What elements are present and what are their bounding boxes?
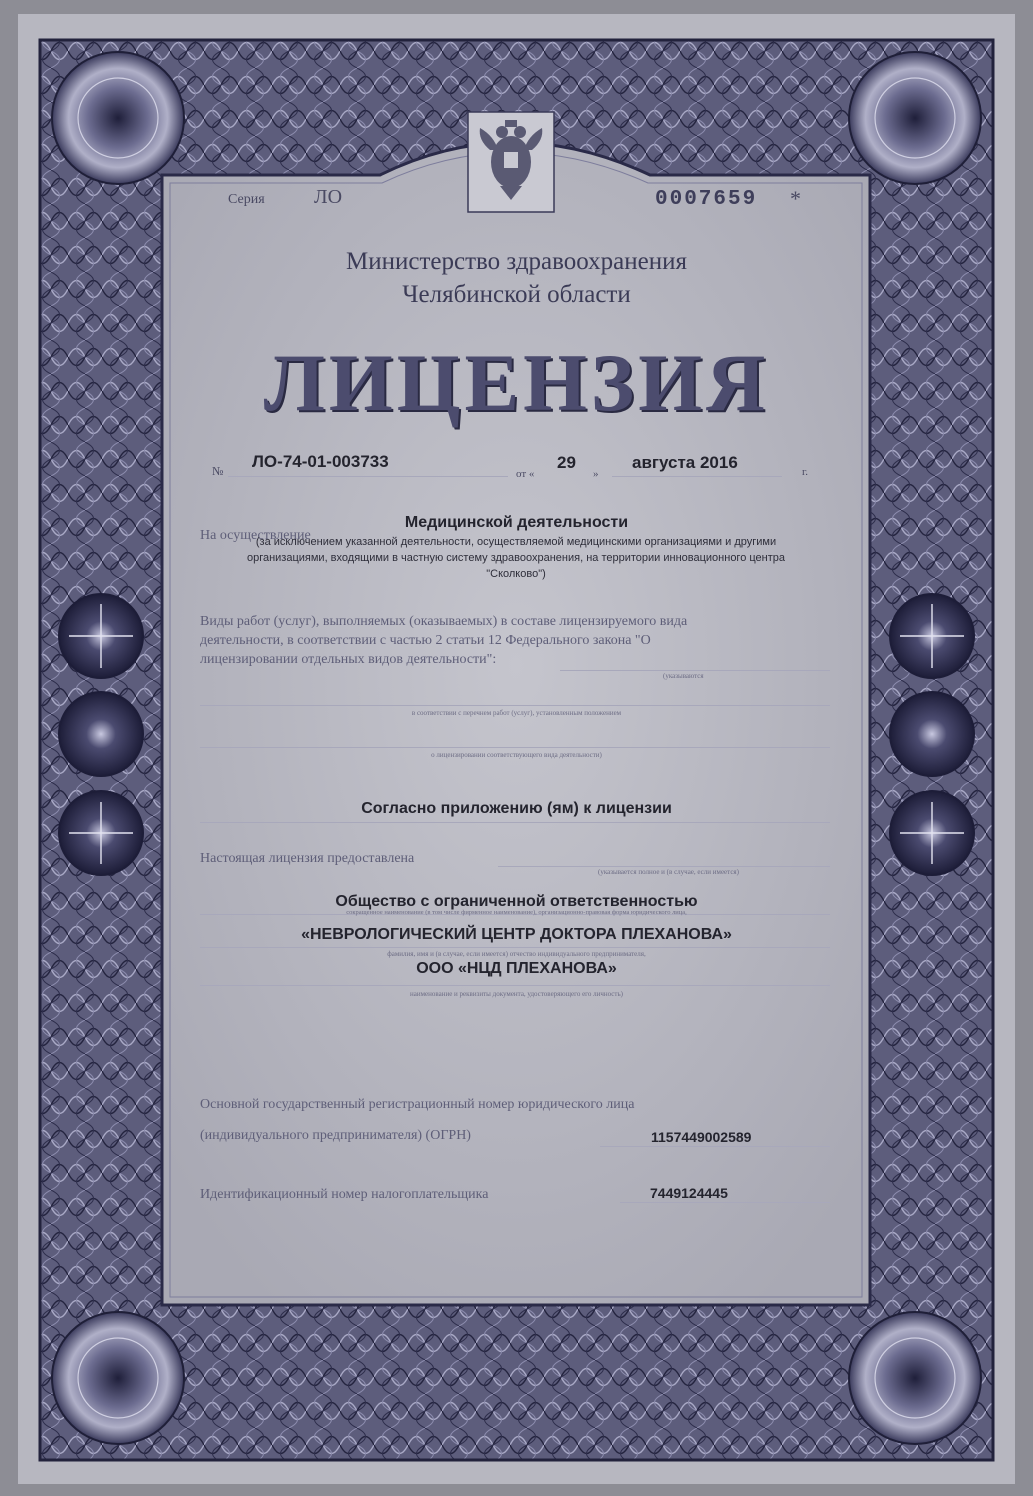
works-note-3: о лицензировании соответствующего вида деятельности): [431, 751, 602, 759]
holder-line-3: ООО «НЦД ПЛЕХАНОВА»: [416, 960, 617, 977]
ogrn-label-line-1: Основной государственный регистрационный номер юридического лица: [200, 1097, 635, 1112]
activity-line-2: организациями, входящими в частную систему здравоохранения, на территории инновационного центра: [246, 552, 786, 564]
license-no-label: №: [212, 464, 224, 478]
activity-line-1: (за исключением указанной деятельности, осуществляемой медицинскими организациями и другими: [255, 536, 777, 548]
license-day: 29: [557, 453, 576, 472]
works-value: Согласно приложению (ям) к лицензии: [361, 800, 672, 817]
issuer-line-2: Челябинской области: [402, 281, 631, 308]
document-number-mark: *: [790, 186, 801, 211]
holder-note-3: фамилия, имя и (в случае, если имеется) отчество индивидуального предпринимателя,: [387, 950, 646, 958]
activity-label: На осуществление: [200, 528, 311, 543]
works-line-1: Виды работ (услуг), выполняемых (оказываемых) в составе лицензируемого вида: [200, 614, 688, 629]
holder-line-1: Общество с ограниченной ответственностью: [335, 893, 698, 910]
license-month-year: августа 2016: [632, 453, 738, 472]
document-title: ЛИЦЕНЗИЯ: [263, 337, 770, 428]
holder-note-2: сокращенное наименование (в том числе фирменное наименование), организационно-правовая форма юридического лица,: [346, 909, 687, 916]
holder-line-2: «НЕВРОЛОГИЧЕСКИЙ ЦЕНТР ДОКТОРА ПЛЕХАНОВА»: [301, 926, 732, 943]
activity-line-3: "Сколково"): [486, 568, 546, 580]
holder-note-1: (указывается полное и (в случае, если имеется): [598, 868, 739, 876]
issuer-line-1: Министерство здравоохранения: [346, 248, 687, 275]
ogrn-value: 1157449002589: [651, 1129, 752, 1145]
works-note-1: (указываются: [663, 672, 704, 680]
ogrn-label-line-2: (индивидуального предпринимателя) (ОГРН): [200, 1128, 471, 1143]
document-number: 0007659: [655, 188, 758, 211]
works-note-2: в соответствии с перечнем работ (услуг), установленным положением: [411, 709, 622, 717]
series-value: ЛО: [314, 186, 343, 208]
license-quote-close: »: [593, 468, 599, 480]
activity-title: Медицинской деятельности: [404, 514, 629, 531]
inn-label: Идентификационный номер налогоплательщика: [200, 1187, 489, 1202]
works-line-3: лицензировании отдельных видов деятельности":: [200, 652, 497, 667]
works-line-2: деятельности, в соответствии с частью 2 статьи 12 Федерального закона "О: [200, 633, 651, 648]
license-year-suffix: г.: [802, 466, 809, 478]
license-number: ЛО-74-01-003733: [252, 452, 389, 471]
holder-label: Настоящая лицензия предоставлена: [200, 851, 415, 866]
inn-value: 7449124445: [650, 1185, 728, 1201]
series-label: Серия: [228, 192, 265, 207]
holder-note-4: наименование и реквизиты документа, удостоверяющего его личность): [410, 990, 623, 998]
license-from-label: от «: [516, 468, 535, 480]
